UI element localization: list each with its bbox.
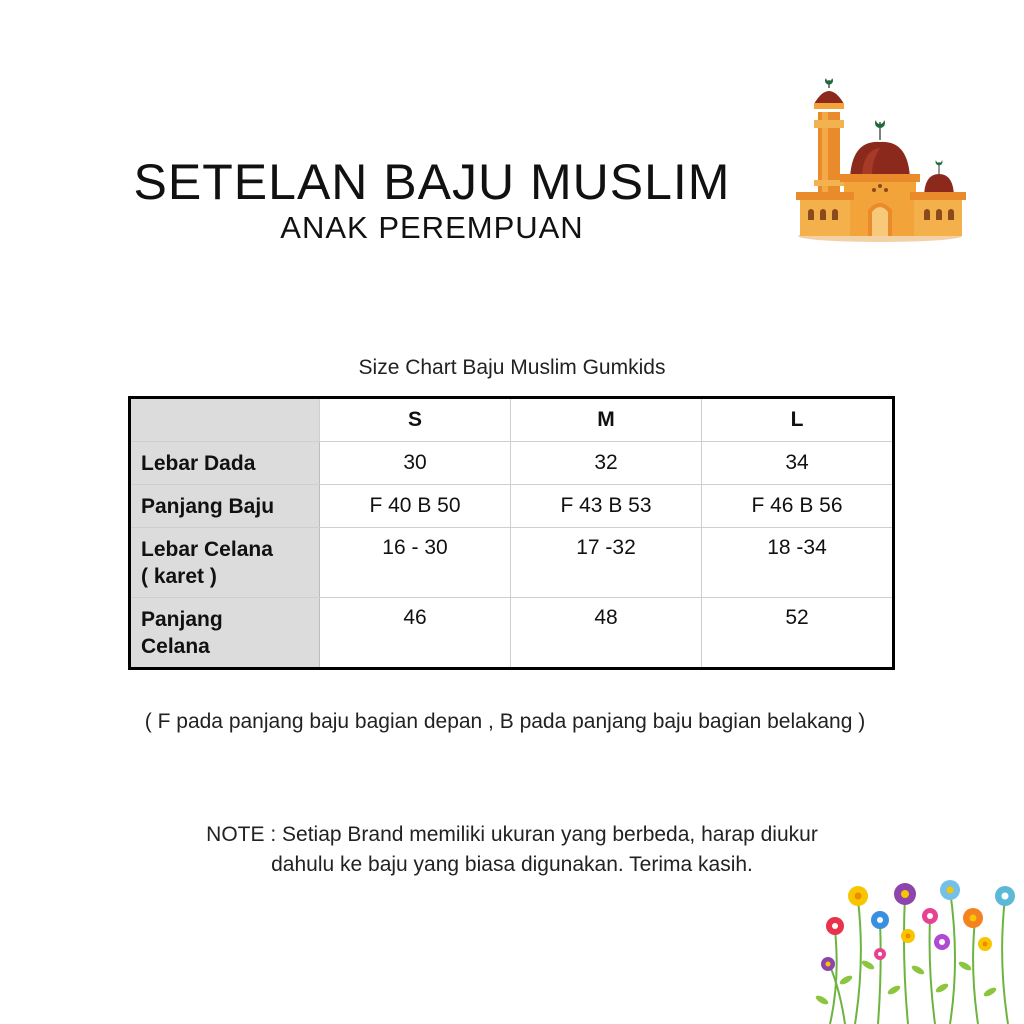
table-cell: 48	[511, 598, 702, 669]
flowers-illustration	[810, 870, 1024, 1024]
table-cell: 46	[320, 598, 511, 669]
page-subtitle: ANAK PEREMPUAN	[280, 210, 584, 245]
row-label-panjang-celana	[130, 598, 320, 669]
table-cell: 30	[320, 442, 511, 485]
row-label-line: Lebar Celana	[141, 538, 273, 561]
row-label-line: ( karet )	[141, 565, 217, 588]
size-chart-caption: Size Chart Baju Muslim Gumkids	[358, 356, 666, 379]
size-chart-table	[128, 396, 895, 670]
table-cell: F 43 B 53	[511, 485, 702, 528]
row-label-lebar-celana	[130, 528, 320, 598]
table-row	[130, 442, 894, 485]
row-label-line: Celana	[141, 635, 210, 658]
table-cell: 34	[702, 442, 894, 485]
note-line-1: NOTE : Setiap Brand memiliki ukuran yang berbeda, harap diukur	[206, 823, 818, 846]
row-label-panjang-baju: Panjang Baju	[130, 485, 320, 528]
table-row	[130, 528, 894, 598]
row-label-line: Panjang	[141, 608, 223, 631]
legend-note: ( F pada panjang baju bagian depan , B pada panjang baju bagian belakang )	[144, 710, 866, 733]
mosque-illustration	[792, 70, 967, 245]
table-cell: F 40 B 50	[320, 485, 511, 528]
table-cell: 52	[702, 598, 894, 669]
column-header-l: L	[702, 398, 894, 442]
table-row	[130, 485, 894, 528]
table-corner-cell	[130, 398, 320, 442]
table-cell: 32	[511, 442, 702, 485]
table-cell: 17 -32	[511, 528, 702, 598]
table-cell: 16 - 30	[320, 528, 511, 598]
table-header-row	[130, 398, 894, 442]
row-label-lebar-dada: Lebar Dada	[130, 442, 320, 485]
table-cell: 18 -34	[702, 528, 894, 598]
column-header-m: M	[511, 398, 702, 442]
note-line-2: dahulu ke baju yang biasa digunakan. Terima kasih.	[271, 853, 753, 876]
page-title: SETELAN BAJU MUSLIM	[133, 154, 731, 210]
table-cell: F 46 B 56	[702, 485, 894, 528]
column-header-s: S	[320, 398, 511, 442]
table-row	[130, 598, 894, 669]
